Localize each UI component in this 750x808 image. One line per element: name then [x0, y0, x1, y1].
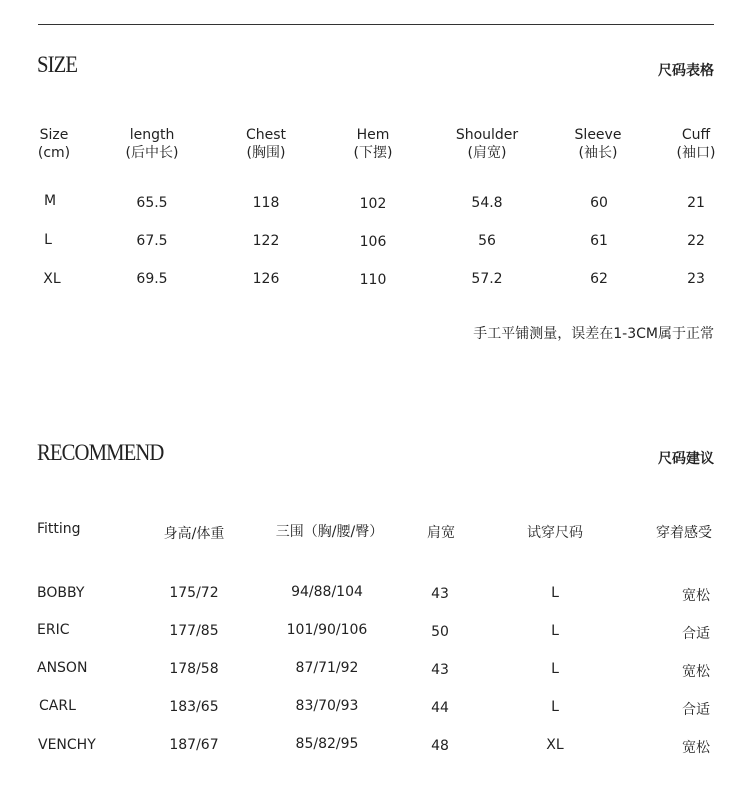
size-header-length: length (后中长) [125, 127, 179, 161]
recommend-cell: 50 [431, 624, 449, 640]
recommend-cell: 44 [431, 700, 449, 716]
size-cell: 54.8 [471, 195, 503, 211]
size-cell: 118 [252, 195, 280, 211]
size-cell: 23 [687, 271, 705, 287]
size-cell: 56 [478, 233, 496, 249]
recommend-cell: 101/90/106 [286, 622, 368, 638]
recommend-cell: ERIC [37, 622, 70, 638]
recommend-header-height-weight: 身高/体重 [163, 526, 225, 542]
recommend-cell: 187/67 [169, 737, 219, 753]
size-cell: L [44, 232, 52, 248]
size-cell: 67.5 [136, 233, 168, 249]
recommend-cell: 宽松 [682, 740, 710, 756]
size-header-sleeve: Sleeve (袖长) [574, 127, 622, 161]
recommend-cell: L [551, 661, 559, 677]
size-cell: 126 [252, 271, 280, 287]
recommend-cell: 宽松 [682, 588, 710, 604]
size-header-hem: Hem (下摆) [353, 127, 393, 161]
size-cell: 122 [252, 233, 280, 249]
recommend-cell: 宽松 [682, 664, 710, 680]
size-cell: 65.5 [136, 195, 168, 211]
recommend-cell: 83/70/93 [295, 698, 359, 714]
size-cell: 57.2 [471, 271, 503, 287]
size-header-shoulder: Shoulder (肩宽) [455, 127, 519, 161]
recommend-cell: VENCHY [38, 737, 96, 753]
size-header-cuff: Cuff (袖口) [676, 127, 716, 161]
size-cell: 21 [687, 195, 705, 211]
size-cell: 22 [687, 233, 705, 249]
size-cell: 61 [590, 233, 608, 249]
size-header-chest: Chest (胸围) [245, 127, 287, 161]
recommend-header-size: 试穿尺码 [527, 525, 583, 541]
size-cell: 69.5 [136, 271, 168, 287]
recommend-section-title: RECOMMEND [37, 440, 164, 465]
size-cell: 110 [359, 272, 387, 288]
recommend-cell: ANSON [37, 660, 88, 676]
recommend-cell: XL [546, 737, 564, 753]
recommend-cell: 183/65 [169, 699, 219, 715]
size-section-title: SIZE [37, 52, 78, 77]
size-cell: XL [43, 271, 61, 287]
top-divider [38, 24, 714, 25]
recommend-cell: 合适 [682, 626, 710, 642]
recommend-cell: 85/82/95 [295, 736, 359, 752]
size-cell: 106 [359, 234, 387, 250]
recommend-header-fitting: Fitting [37, 521, 81, 537]
recommend-cell: 43 [431, 586, 449, 602]
recommend-cell: 177/85 [169, 623, 219, 639]
recommend-cell: 87/71/92 [295, 660, 359, 676]
recommend-section-subtitle: 尺码建议 [658, 451, 714, 467]
recommend-cell: 94/88/104 [291, 584, 363, 600]
recommend-cell: 178/58 [169, 661, 219, 677]
recommend-cell: 48 [431, 738, 449, 754]
recommend-cell: 合适 [682, 702, 710, 718]
recommend-cell: 175/72 [169, 585, 219, 601]
size-cell: M [43, 193, 57, 209]
recommend-header-shoulder: 肩宽 [427, 525, 455, 541]
recommend-cell: L [551, 623, 559, 639]
recommend-cell: 43 [431, 662, 449, 678]
recommend-cell: L [551, 585, 559, 601]
recommend-header-measurements: 三围（胸/腰/臀） [275, 524, 384, 540]
recommend-header-feel: 穿着感受 [656, 525, 712, 541]
size-cell: 62 [590, 271, 608, 287]
recommend-cell: CARL [39, 698, 76, 714]
size-header-size: Size (cm) [37, 127, 71, 161]
recommend-cell: L [551, 699, 559, 715]
measurement-note: 手工平铺测量，误差在1-3CM属于正常 [473, 326, 714, 342]
recommend-cell: BOBBY [37, 585, 85, 601]
size-cell: 102 [359, 196, 387, 212]
size-section-subtitle: 尺码表格 [658, 63, 714, 79]
size-cell: 60 [590, 195, 608, 211]
